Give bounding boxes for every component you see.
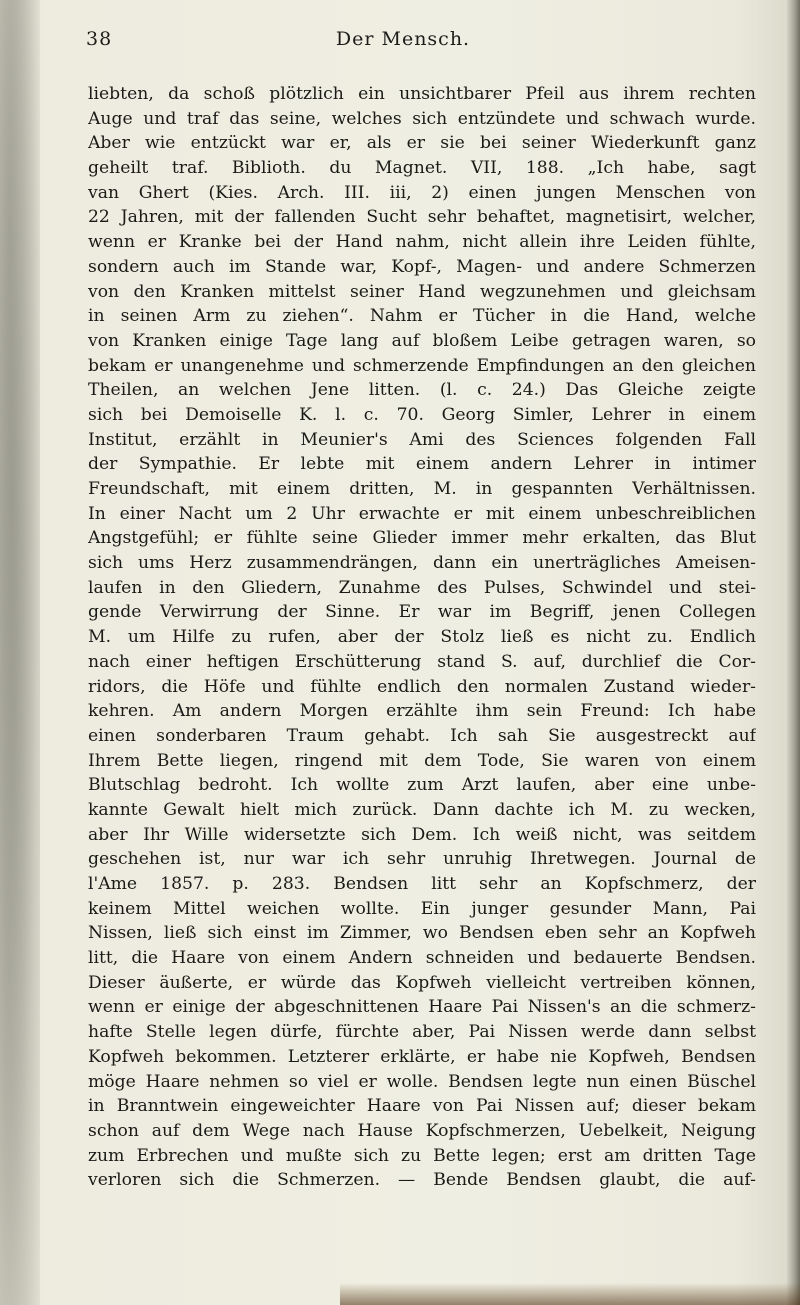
page-number: 38 [86, 28, 113, 50]
text-line: Dieser äußerte, er würde das Kopfweh vielleicht vertreiben können, [88, 972, 756, 993]
text-line: bekam er unangenehme und schmerzende Empfindungen an den gleichen [88, 355, 756, 376]
text-line: aber Ihr Wille widersetzte sich Dem. Ich weiß nicht, was seitdem [88, 824, 756, 845]
text-line: kannte Gewalt hielt mich zurück. Dann dachte ich M. zu wecken, [88, 799, 756, 820]
text-line: wenn er Kranke bei der Hand nahm, nicht allein ihre Leiden fühlte, [88, 232, 756, 253]
text-line: in seinen Arm zu ziehen“. Nahm er Tücher in die Hand, welche [88, 306, 756, 327]
text-line: sondern auch im Stande war, Kopf-, Magen- und andere Schmerzen [88, 256, 756, 277]
text-line: gende Verwirrung der Sinne. Er war im Begriff, jenen Collegen [88, 602, 756, 623]
text-line: wenn er einige der abgeschnittenen Haare Pai Nissen's an die schmerz- [88, 997, 756, 1018]
text-line: Kopfweh bekommen. Letzterer erklärte, er habe nie Kopfweh, Bendsen [88, 1046, 756, 1067]
text-line: von den Kranken mittelst seiner Hand wegzunehmen und gleichsam [88, 281, 756, 302]
text-line: von Kranken einige Tage lang auf bloßem Leibe getragen waren, so [88, 330, 756, 351]
text-line: Aber wie entzückt war er, als er sie bei seiner Wiederkunft ganz [88, 133, 756, 154]
text-line: sich ums Herz zusammendrängen, dann ein unerträgliches Ameisen- [88, 553, 756, 574]
body-text [88, 82, 756, 1193]
text-line: möge Haare nehmen so viel er wolle. Bendsen legte nun einen Büschel [88, 1071, 756, 1092]
text-line: Blutschlag bedroht. Ich wollte zum Arzt laufen, aber eine unbe- [88, 775, 756, 796]
text-line: l'Ame 1857. p. 283. Bendsen litt sehr an Kopfschmerz, der [88, 874, 756, 894]
text-line: Theilen, an welchen Jene litten. (l. c. 24.) Das Gleiche zeigte [88, 380, 756, 401]
text-line: nach einer heftigen Erschütterung stand S. auf, durchlief die Cor- [88, 651, 756, 672]
text-line: keinem Mittel weichen wollte. Ein junger gesunder Mann, Pai [88, 898, 756, 919]
text-line: Ihrem Bette liegen, ringend mit dem Tode, Sie waren von einem [88, 750, 756, 771]
page-header [48, 28, 758, 58]
page-binding-edge [786, 0, 800, 1305]
text-line: ridors, die Höfe und fühlte endlich den normalen Zustand wieder- [88, 676, 756, 697]
text-line: der Sympathie. Er lebte mit einem andern Lehrer in intimer [88, 454, 756, 475]
text-line: Nissen, ließ sich einst im Zimmer, wo Bendsen eben sehr an Kopfweh [88, 923, 756, 944]
text-line: M. um Hilfe zu rufen, aber der Stolz ließ es nicht zu. Endlich [88, 627, 756, 648]
text-line: in Branntwein eingeweichter Haare von Pai Nissen auf; dieser bekam [88, 1096, 756, 1117]
text-line: zum Erbrechen und mußte sich zu Bette legen; erst am dritten Tage [88, 1145, 756, 1166]
text-line: liebten, da schoß plötzlich ein unsichtbarer Pfeil aus ihrem rechten [88, 84, 756, 104]
text-line: van Ghert (Kies. Arch. III. iii, 2) einen jungen Menschen von [88, 182, 756, 203]
text-line: 22 Jahren, mit der fallenden Sucht sehr behaftet, magnetisirt, welcher, [88, 207, 756, 228]
text-line: Auge und traf das seine, welches sich entzündete und schwach wurde. [88, 108, 756, 129]
text-line: geschehen ist, nur war ich sehr unruhig Ihretwegen. Journal de [88, 849, 756, 870]
text-line: In einer Nacht um 2 Uhr erwachte er mit einem unbeschreiblichen [88, 503, 756, 524]
text-line: geheilt traf. Biblioth. du Magnet. VII, 188. „Ich habe, sagt [88, 158, 756, 179]
text-line: kehren. Am andern Morgen erzählte ihm sein Freund: Ich habe [88, 701, 756, 722]
page-bottom-edge [340, 1283, 800, 1305]
page-left-margin-stain [0, 0, 40, 1305]
text-line: Angstgefühl; er fühlte seine Glieder immer mehr erkalten, das Blut [88, 528, 756, 549]
text-line: verloren sich die Schmerzen. — Bende Bendsen glaubt, die auf- [88, 1170, 756, 1191]
text-line: Freundschaft, mit einem dritten, M. in gespannten Verhältnissen. [88, 479, 756, 499]
text-line: schon auf dem Wege nach Hause Kopfschmerzen, Uebelkeit, Neigung [88, 1120, 756, 1141]
text-line: litt, die Haare von einem Andern schneiden und bedauerte Bendsen. [88, 948, 756, 969]
text-line: einen sonderbaren Traum gehabt. Ich sah Sie ausgestreckt auf [88, 725, 756, 746]
text-line: sich bei Demoiselle K. l. c. 70. Georg Simler, Lehrer in einem [88, 404, 756, 425]
text-line: laufen in den Gliedern, Zunahme des Pulses, Schwindel und stei- [88, 577, 756, 598]
text-line: hafte Stelle legen dürfe, fürchte aber, Pai Nissen werde dann selbst [88, 1022, 756, 1043]
text-line: Institut, erzählt in Meunier's Ami des Sciences folgenden Fall [88, 429, 756, 450]
running-title: Der Mensch. [335, 28, 471, 50]
